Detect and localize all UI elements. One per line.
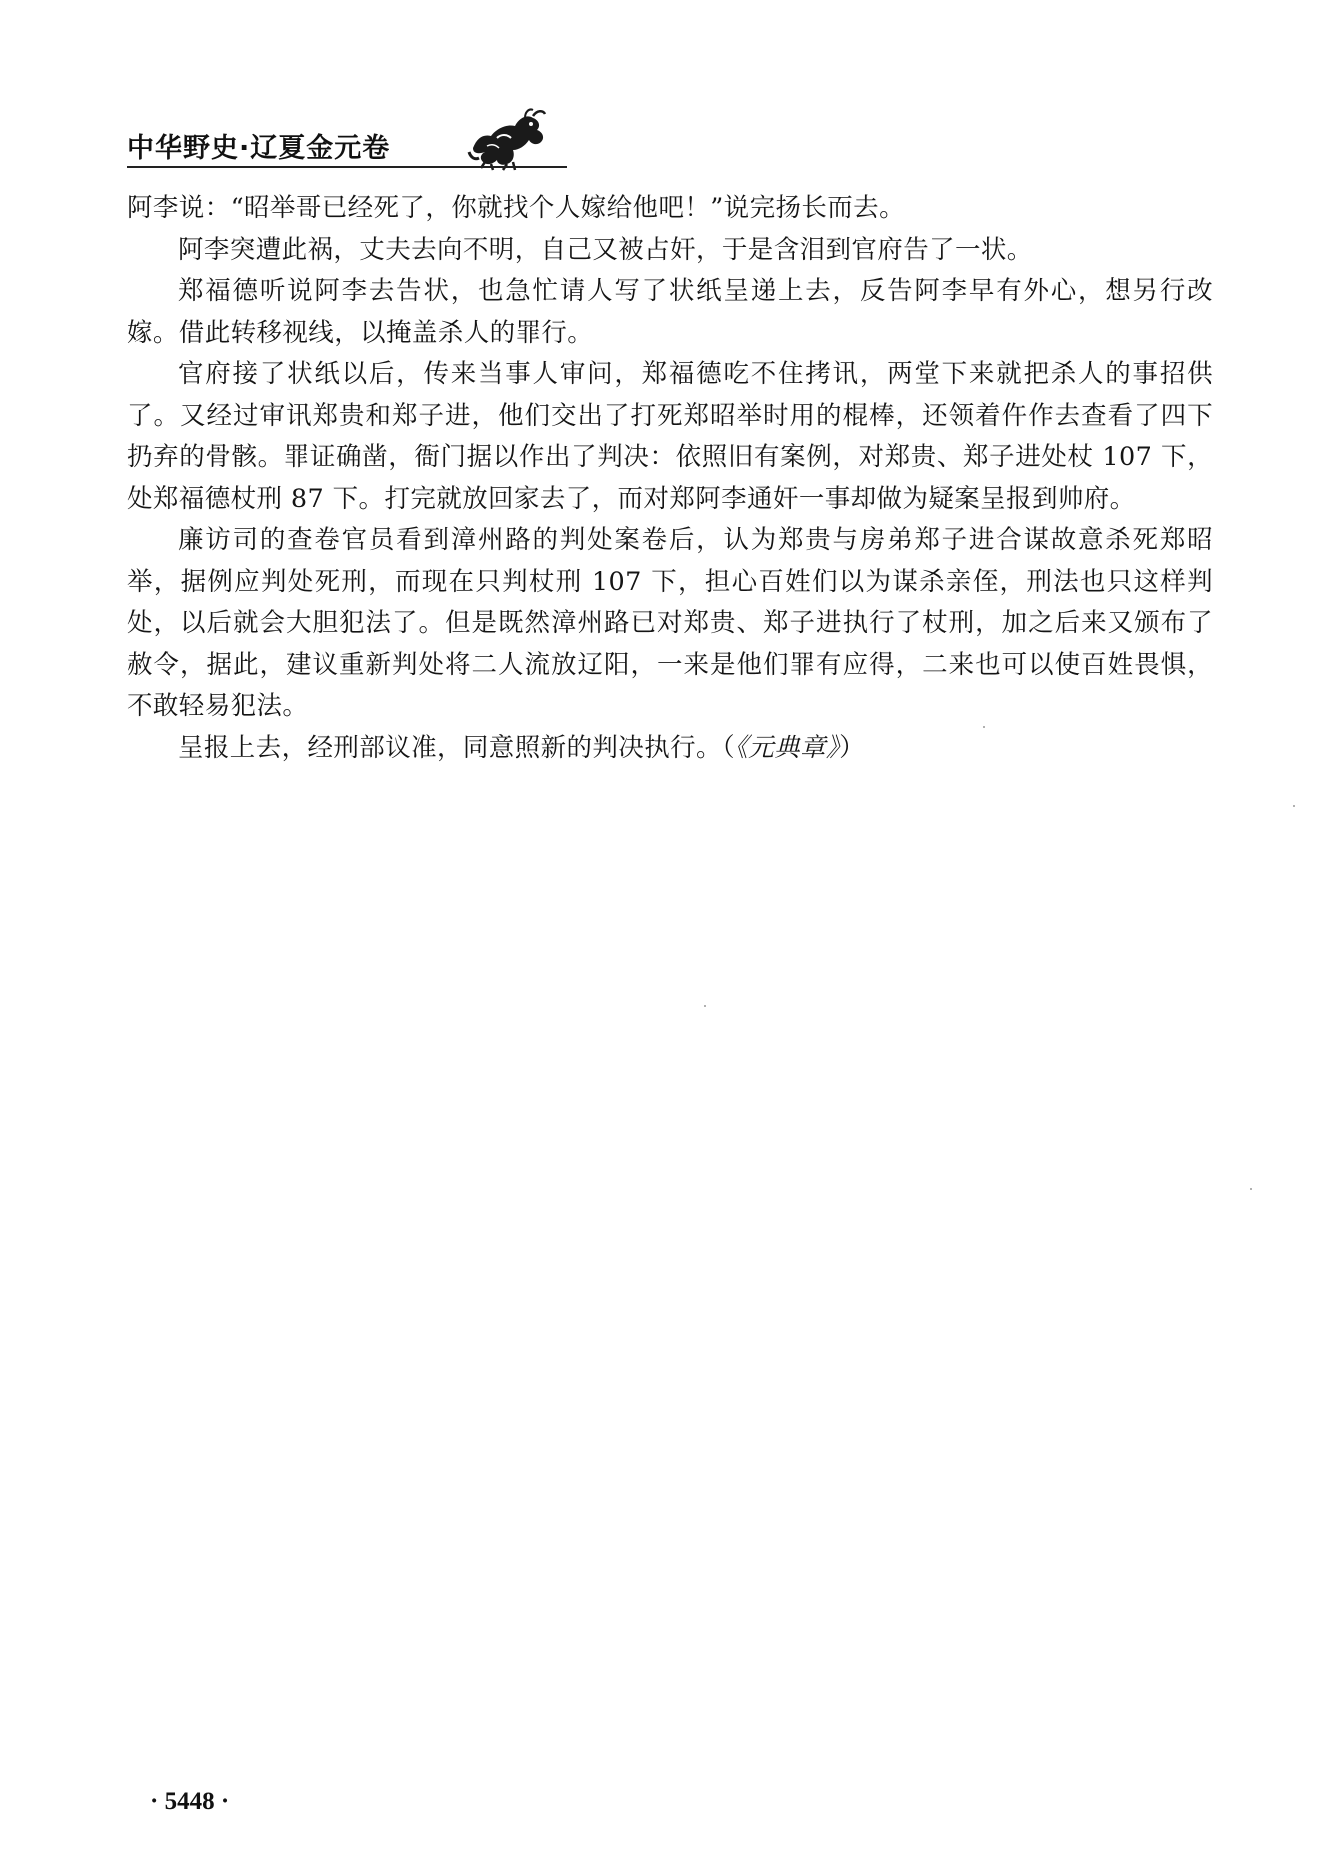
page-number: · 5448 · — [150, 1788, 230, 1815]
paragraph: 阿李突遭此祸，丈夫去向不明，自己又被占奸，于是含泪到官府告了一状。 — [178, 234, 1033, 265]
running-header — [127, 108, 1217, 176]
source-citation: 《元典章》 — [735, 732, 840, 763]
paragraph: 官府接了状纸以后，传来当事人审问，郑福德吃不住拷讯，两堂下来就把杀人的事招供了。又经过审讯郑贵和郑子进，他们交出了打死郑昭举时用的棍棒，还领着仵作去查看了四下扔弃的骨骸。罪证确凿，衙门据以作出了判决：依照旧有案例，对郑贵、郑子进处杖 107 下，处郑福德杖刑 87 下。打完就放回家去了，而对郑阿李通奸一事却做为疑案呈报到帅府。 — [127, 359, 1213, 514]
scan-speck — [704, 1005, 706, 1007]
paragraph: 廉访司的查卷官员看到漳州路的判处案卷后，认为郑贵与房弟郑子进合谋故意杀死郑昭举，据例应判处死刑，而现在只判杖刑 107 下，担心百姓们以为谋杀亲侄，刑法也只这样判处，以后就会大胆犯法了。但是既然漳州路已对郑贵、郑子进执行了杖刑，加之后来又颁布了赦令，据此，建议重新判处将二人流放辽阳，一来是他们罪有应得，二来也可以使百姓畏惧，不敢轻易犯法。 — [127, 525, 1213, 721]
scan-speck — [1293, 805, 1295, 807]
closing-paren: ） — [839, 732, 865, 763]
dragon-emblem-icon — [467, 108, 549, 172]
closing-text: 呈报上去，经刑部议准，同意照新的判决执行。（ — [178, 732, 736, 763]
article-body — [127, 188, 1213, 769]
closing-paragraph — [127, 728, 1213, 770]
book-title: 中华野史·辽夏金元卷 — [127, 133, 391, 164]
header-rule — [127, 166, 567, 168]
paragraph: 郑福德听说阿李去告状，也急忙请人写了状纸呈递上去，反告阿李早有外心，想另行改嫁。借此转移视线，以掩盖杀人的罪行。 — [127, 276, 1213, 348]
paragraph: 阿李说：“昭举哥已经死了，你就找个人嫁给他吧！”说完扬长而去。 — [127, 193, 905, 223]
scan-speck — [983, 726, 985, 728]
scan-speck — [1250, 1188, 1252, 1190]
